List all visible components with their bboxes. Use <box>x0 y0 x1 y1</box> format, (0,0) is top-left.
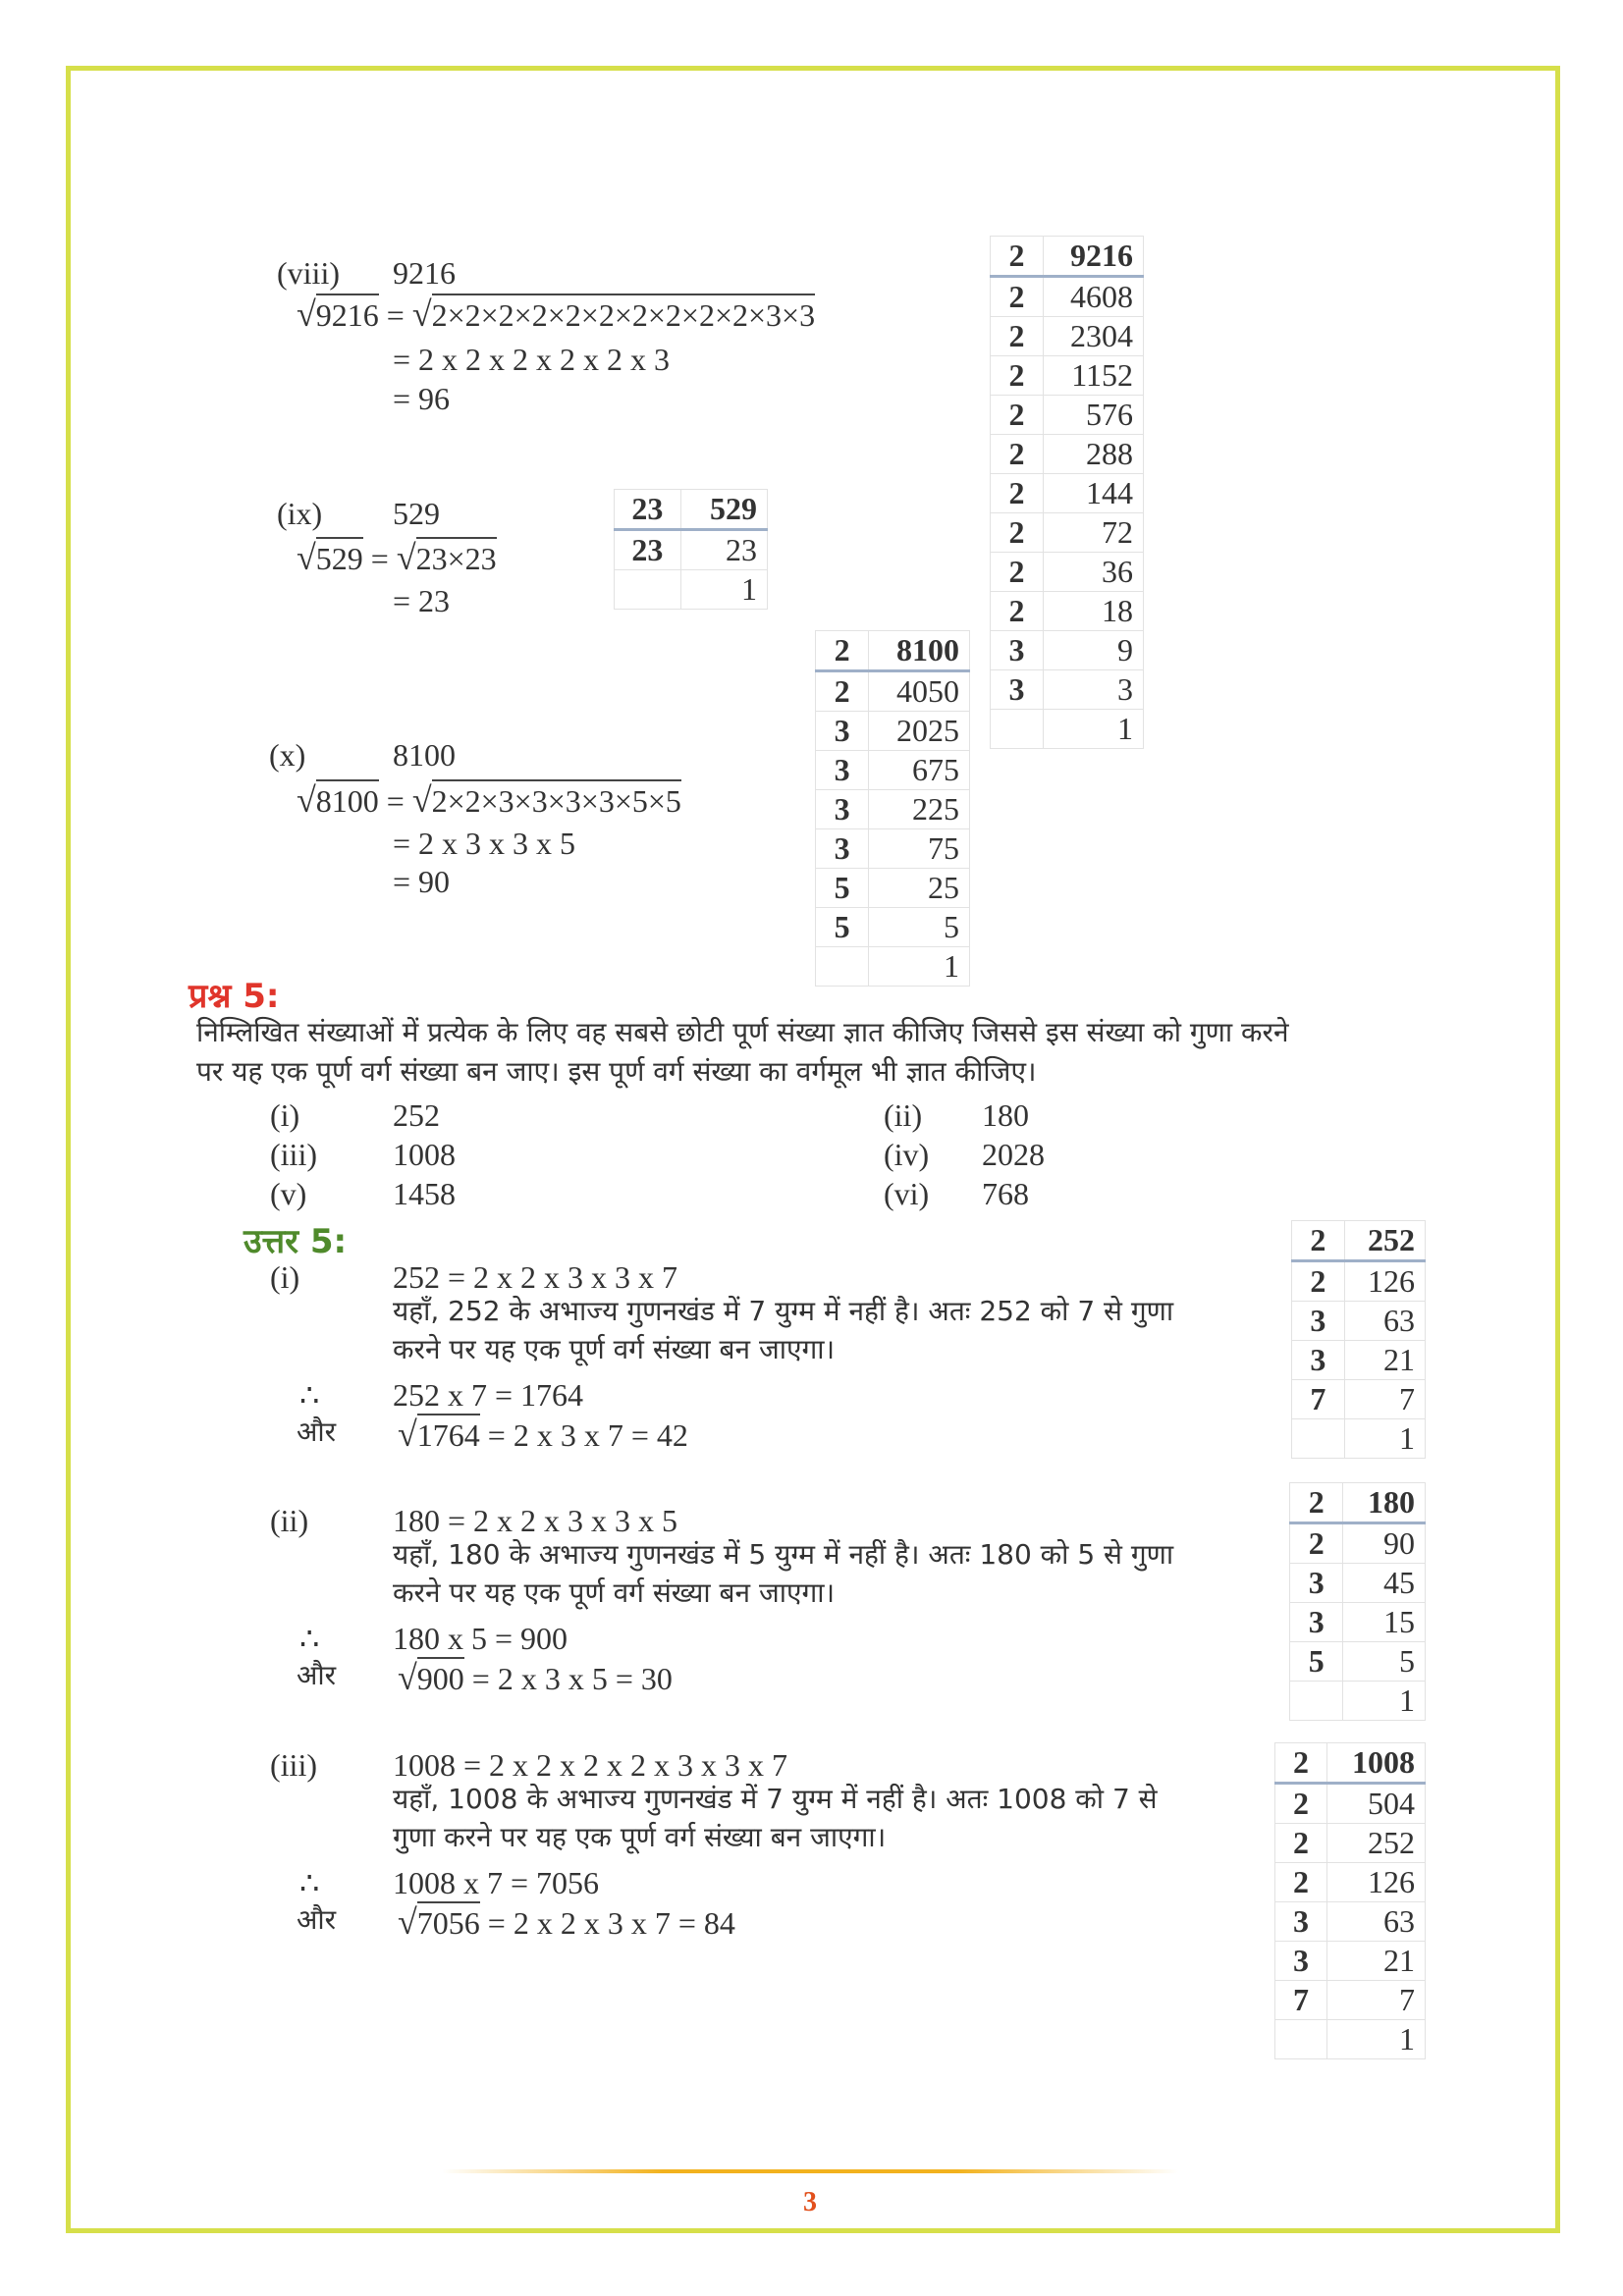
table-row <box>1275 1784 1426 1824</box>
divisor: 3 <box>991 670 1044 710</box>
result: = 23 <box>393 583 451 618</box>
division-table-252 <box>1291 1220 1426 1459</box>
sqrt-equation: √9216 = √2×2×2×2×2×2×2×2×2×2×3×3 <box>297 294 816 334</box>
divisor: 5 <box>1290 1642 1343 1682</box>
product: 1008 x 7 = 7056 <box>393 1865 600 1900</box>
quotient: 4050 <box>869 671 970 712</box>
quotient: 1 <box>1044 710 1144 749</box>
divisor: 23 <box>615 530 681 570</box>
quotient: 9216 <box>1044 237 1144 277</box>
divisor: 2 <box>991 435 1044 474</box>
table-row <box>991 435 1144 474</box>
quotient: 675 <box>869 751 970 790</box>
divisor: 3 <box>1292 1302 1345 1341</box>
quotient: 23 <box>680 530 767 570</box>
divisor: 3 <box>1292 1341 1345 1380</box>
divisor: 2 <box>991 513 1044 553</box>
quotient: 5 <box>869 908 970 947</box>
quotient: 7 <box>1344 1380 1425 1419</box>
explanation-line: यहाँ, 252 के अभाज्य गुणनखंड में 7 युग्म में नहीं है। अतः 252 को 7 से गुणा <box>393 1295 1174 1327</box>
table-row <box>1290 1682 1426 1721</box>
table-row <box>1290 1642 1426 1682</box>
quotient: 1 <box>680 570 767 610</box>
table-row <box>816 908 970 947</box>
table-row <box>991 513 1144 553</box>
item-label: (i) <box>270 1097 300 1133</box>
item-value: 1458 <box>393 1176 456 1211</box>
division-table-529 <box>614 489 768 610</box>
divisor: 2 <box>1275 1824 1327 1863</box>
and-label: और <box>297 1415 337 1448</box>
quotient: 21 <box>1326 1942 1425 1981</box>
quotient: 529 <box>680 490 767 530</box>
table-row <box>1292 1221 1426 1261</box>
divisor <box>615 570 681 610</box>
table-row <box>991 317 1144 356</box>
table-row <box>991 710 1144 749</box>
division-table-8100 <box>815 630 970 987</box>
quotient: 18 <box>1044 592 1144 631</box>
divisor: 2 <box>1290 1523 1343 1564</box>
quotient: 7 <box>1326 1981 1425 2020</box>
step: = 2 x 2 x 2 x 2 x 2 x 3 <box>393 342 671 377</box>
divisor: 3 <box>816 829 869 869</box>
table-row <box>991 237 1144 277</box>
quotient: 252 <box>1326 1824 1425 1863</box>
table-row <box>1275 1824 1426 1863</box>
quotient: 4608 <box>1044 277 1144 317</box>
quotient: 15 <box>1343 1603 1426 1642</box>
quotient: 1 <box>869 947 970 987</box>
table-row <box>1292 1380 1426 1419</box>
part-label: (viii) <box>277 255 340 291</box>
divisor: 23 <box>615 490 681 530</box>
quotient: 2304 <box>1044 317 1144 356</box>
quotient: 45 <box>1343 1564 1426 1603</box>
table-row <box>1292 1341 1426 1380</box>
table-row <box>1292 1419 1426 1459</box>
product: 252 x 7 = 1764 <box>393 1377 584 1413</box>
item-label: (iv) <box>884 1137 930 1172</box>
part-number: 9216 <box>393 255 456 291</box>
table-row <box>1292 1261 1426 1302</box>
divisor: 2 <box>1275 1743 1327 1784</box>
quotient: 36 <box>1044 553 1144 592</box>
divisor: 2 <box>991 277 1044 317</box>
table-row <box>816 712 970 751</box>
division-table-1008 <box>1274 1742 1426 2059</box>
divisor: 2 <box>1290 1483 1343 1523</box>
quotient: 1008 <box>1326 1743 1425 1784</box>
square-root: √900 = 2 x 3 x 5 = 30 <box>398 1658 673 1697</box>
factorization: 252 = 2 x 2 x 3 x 3 x 7 <box>393 1259 678 1295</box>
divisor: 2 <box>1275 1863 1327 1902</box>
table-row <box>816 751 970 790</box>
divisor: 2 <box>1275 1784 1327 1824</box>
answer-label: (i) <box>270 1259 300 1295</box>
divisor: 5 <box>816 908 869 947</box>
table-row <box>991 356 1144 396</box>
square-root: √1764 = 2 x 3 x 7 = 42 <box>398 1415 688 1454</box>
table-row <box>816 829 970 869</box>
factorization: 180 = 2 x 2 x 3 x 3 x 5 <box>393 1503 678 1538</box>
table-row <box>1275 1743 1426 1784</box>
table-row <box>991 396 1144 435</box>
and-label: और <box>297 1903 337 1936</box>
quotient: 144 <box>1044 474 1144 513</box>
quotient: 126 <box>1326 1863 1425 1902</box>
table-row <box>991 631 1144 670</box>
divisor: 3 <box>991 631 1044 670</box>
step: = 2 x 3 x 3 x 5 <box>393 826 576 861</box>
sqrt-equation: √8100 = √2×2×3×3×3×3×5×5 <box>297 780 681 820</box>
divisor: 2 <box>1292 1261 1345 1302</box>
quotient: 21 <box>1344 1341 1425 1380</box>
divisor: 2 <box>816 631 869 671</box>
question-heading: प्रश्न 5: <box>189 977 280 1016</box>
table-row <box>991 592 1144 631</box>
quotient: 63 <box>1344 1302 1425 1341</box>
item-label: (iii) <box>270 1137 317 1172</box>
quotient: 180 <box>1343 1483 1426 1523</box>
quotient: 8100 <box>869 631 970 671</box>
therefore-symbol: ∴ <box>299 1865 320 1900</box>
divisor: 2 <box>991 592 1044 631</box>
explanation-line: करने पर यह एक पूर्ण वर्ग संख्या बन जाएगा। <box>393 1576 836 1609</box>
table-row <box>816 869 970 908</box>
quotient: 2025 <box>869 712 970 751</box>
quotient: 1152 <box>1044 356 1144 396</box>
part-label: (x) <box>269 737 306 773</box>
table-row <box>1290 1603 1426 1642</box>
table-row <box>816 790 970 829</box>
quotient: 90 <box>1343 1523 1426 1564</box>
answer-heading: उत्तर 5: <box>243 1222 348 1261</box>
footer-divider <box>442 2169 1178 2173</box>
product: 180 x 5 = 900 <box>393 1621 568 1656</box>
table-row <box>991 670 1144 710</box>
item-label: (vi) <box>884 1176 930 1211</box>
divisor: 3 <box>816 712 869 751</box>
explanation-line: गुणा करने पर यह एक पूर्ण वर्ग संख्या बन जाएगा। <box>393 1821 887 1853</box>
question-text-line: पर यह एक पूर्ण वर्ग संख्या बन जाए। इस पूर्ण वर्ग संख्या का वर्गमूल भी ज्ञात कीजिए। <box>196 1055 1037 1088</box>
result: = 96 <box>393 381 451 416</box>
divisor: 2 <box>991 317 1044 356</box>
item-label: (v) <box>270 1176 307 1211</box>
table-row <box>1275 1981 1426 2020</box>
quotient: 225 <box>869 790 970 829</box>
table-row <box>615 530 768 570</box>
division-table-9216 <box>990 236 1144 749</box>
part-number: 8100 <box>393 737 456 773</box>
quotient: 1 <box>1326 2020 1425 2059</box>
divisor <box>991 710 1044 749</box>
page-number: 3 <box>803 2187 817 2217</box>
divisor <box>1275 2020 1327 2059</box>
quotient: 63 <box>1326 1902 1425 1942</box>
divisor: 3 <box>1275 1902 1327 1942</box>
square-root: √7056 = 2 x 2 x 3 x 7 = 84 <box>398 1902 735 1942</box>
divisor: 3 <box>1290 1564 1343 1603</box>
table-row <box>1275 1942 1426 1981</box>
quotient: 5 <box>1343 1642 1426 1682</box>
sqrt-equation: √529 = √23×23 <box>297 538 497 577</box>
quotient: 72 <box>1044 513 1144 553</box>
quotient: 3 <box>1044 670 1144 710</box>
divisor: 2 <box>991 356 1044 396</box>
divisor: 7 <box>1275 1981 1327 2020</box>
table-row <box>1290 1483 1426 1523</box>
result: = 90 <box>393 864 451 899</box>
explanation-line: करने पर यह एक पूर्ण वर्ग संख्या बन जाएगा। <box>393 1333 836 1365</box>
quotient: 9 <box>1044 631 1144 670</box>
divisor: 3 <box>1275 1942 1327 1981</box>
explanation-line: यहाँ, 180 के अभाज्य गुणनखंड में 5 युग्म में नहीं है। अतः 180 को 5 से गुणा <box>393 1538 1174 1571</box>
table-row <box>1275 1863 1426 1902</box>
part-number: 529 <box>393 496 440 531</box>
answer-label: (iii) <box>270 1747 317 1783</box>
item-label: (ii) <box>884 1097 923 1133</box>
factorization: 1008 = 2 x 2 x 2 x 2 x 3 x 3 x 7 <box>393 1747 788 1783</box>
item-value: 768 <box>982 1176 1029 1211</box>
divisor: 2 <box>991 553 1044 592</box>
quotient: 576 <box>1044 396 1144 435</box>
divisor: 3 <box>816 790 869 829</box>
table-row <box>991 474 1144 513</box>
quotient: 252 <box>1344 1221 1425 1261</box>
table-row <box>615 570 768 610</box>
divisor: 2 <box>991 237 1044 277</box>
item-value: 180 <box>982 1097 1029 1133</box>
quotient: 25 <box>869 869 970 908</box>
divisor: 3 <box>816 751 869 790</box>
quotient: 504 <box>1326 1784 1425 1824</box>
table-row <box>816 947 970 987</box>
quotient: 288 <box>1044 435 1144 474</box>
table-row <box>816 671 970 712</box>
table-row <box>991 277 1144 317</box>
table-row <box>1275 2020 1426 2059</box>
quotient: 126 <box>1344 1261 1425 1302</box>
explanation-line: यहाँ, 1008 के अभाज्य गुणनखंड में 7 युग्म में नहीं है। अतः 1008 को 7 से <box>393 1783 1158 1815</box>
question-text-line: निम्लिखित संख्याओं में प्रत्येक के लिए वह सबसे छोटी पूर्ण संख्या ज्ञात कीजिए जिससे इस संख्या को गुणा करने <box>196 1016 1289 1048</box>
therefore-symbol: ∴ <box>299 1621 320 1656</box>
therefore-symbol: ∴ <box>299 1377 320 1413</box>
quotient: 1 <box>1343 1682 1426 1721</box>
answer-label: (ii) <box>270 1503 309 1538</box>
divisor: 2 <box>991 474 1044 513</box>
item-value: 252 <box>393 1097 440 1133</box>
item-value: 2028 <box>982 1137 1045 1172</box>
divisor: 2 <box>991 396 1044 435</box>
division-table-180 <box>1289 1482 1426 1721</box>
item-value: 1008 <box>393 1137 456 1172</box>
table-row <box>816 631 970 671</box>
table-row <box>991 553 1144 592</box>
table-row <box>615 490 768 530</box>
divisor <box>816 947 869 987</box>
divisor: 5 <box>816 869 869 908</box>
divisor: 2 <box>1292 1221 1345 1261</box>
divisor: 7 <box>1292 1380 1345 1419</box>
table-row <box>1290 1564 1426 1603</box>
part-label: (ix) <box>277 496 323 531</box>
and-label: और <box>297 1659 337 1691</box>
divisor <box>1292 1419 1345 1459</box>
divisor: 2 <box>816 671 869 712</box>
table-row <box>1292 1302 1426 1341</box>
quotient: 75 <box>869 829 970 869</box>
table-row <box>1275 1902 1426 1942</box>
divisor <box>1290 1682 1343 1721</box>
quotient: 1 <box>1344 1419 1425 1459</box>
table-row <box>1290 1523 1426 1564</box>
divisor: 3 <box>1290 1603 1343 1642</box>
